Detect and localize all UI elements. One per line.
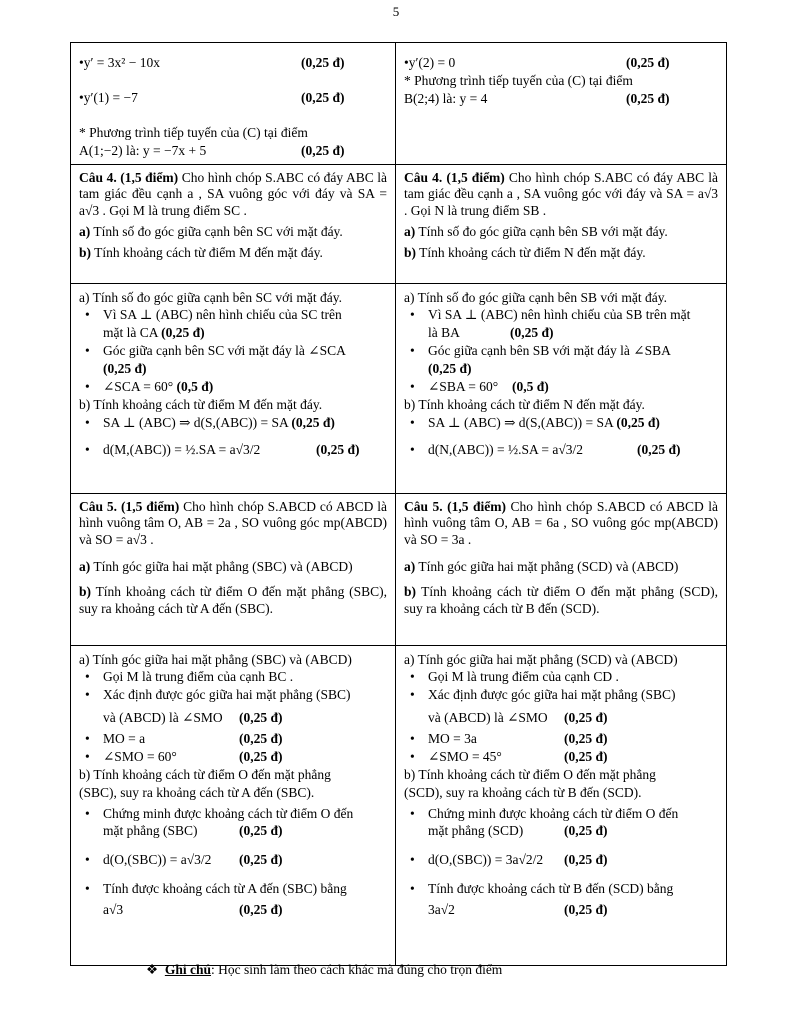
- question-part-a: a) Tính số đo góc giữa cạnh bên SB với mặt đáy.: [404, 224, 668, 240]
- solution-heading: a) Tính số đo góc giữa cạnh bên SC với mặt đáy.: [79, 289, 343, 305]
- solution-heading: a) Tính số đo góc giữa cạnh bên SB với mặt đáy.: [404, 289, 668, 305]
- solution-step: • Chứng minh được khoảng cách từ điểm O đến: [404, 806, 718, 823]
- question-part-a: a) Tính góc giữa hai mặt phẳng (SBC) và (ABCD): [79, 559, 353, 575]
- question-part-b: b) Tính khoảng cách từ điểm M đến mặt đáy.: [79, 245, 323, 260]
- points: (0,25 đ): [428, 361, 472, 376]
- question-stem: Câu 5. (1,5 điểm) Cho hình chóp S.ABCD có ABCD là hình vuông tâm O, AB = 6a , SO vuông góc mp(ABCD) và SO = 3a .: [404, 498, 718, 548]
- diamond-bullet-icon: ❖: [146, 962, 159, 977]
- solution-step: • Vì SA ⊥ (ABC) nên hình chiếu của SC trên: [79, 307, 387, 324]
- solution-step: là BA (0,25 đ): [428, 325, 554, 341]
- solution-step: • d(M,(ABC)) = ½.SA = a√3/2 (0,25 đ): [79, 442, 387, 459]
- solution-step: • Gọi M là trung điểm của cạnh CD .: [404, 669, 718, 686]
- solution-heading: (SCD), suy ra khoảng cách từ B đến (SCD).: [404, 784, 642, 800]
- solution-5-left: [71, 645, 396, 965]
- points: (0,25 đ): [103, 361, 147, 376]
- solution-step: • MO = 3a (0,25 đ): [404, 731, 718, 748]
- question-part-b: b) Tính khoảng cách từ điểm O đến mặt phẳng (SBC), suy ra khoảng cách từ A đến (SBC).: [79, 584, 387, 616]
- derivative-value-line: •y′(2) = 0 (0,25 đ): [404, 55, 670, 70]
- solution-5-right: [396, 645, 727, 965]
- solution-step: • d(O,(SBC)) = 3a√2/2 (0,25 đ): [404, 852, 718, 869]
- page-number: 5: [392, 4, 400, 19]
- question-4-left: [71, 164, 396, 283]
- solution-step: • ∠SMO = 45° (0,25 đ): [404, 749, 718, 766]
- solution-step: mặt phẳng (SBC) (0,25 đ): [103, 823, 283, 839]
- tangent-equation-line: A(1;−2) là: y = −7x + 5 (0,25 đ): [79, 142, 345, 158]
- question-part-b: b) Tính khoảng cách từ điểm O đến mặt phẳng (SCD), suy ra khoảng cách từ B đến (SCD).: [404, 584, 718, 616]
- answer-key-table: [70, 42, 727, 966]
- tangent-solution-right: [396, 43, 727, 165]
- solution-step: mặt là CA (0,25 đ): [103, 325, 205, 341]
- solution-4-right: [396, 283, 727, 493]
- solution-heading: a) Tính góc giữa hai mặt phẳng (SBC) và (ABCD): [79, 651, 352, 667]
- tangent-solution-left: [71, 43, 396, 165]
- footer-note: [146, 962, 502, 978]
- solution-step: mặt phẳng (SCD) (0,25 đ): [428, 823, 608, 839]
- table-row: [71, 645, 727, 965]
- solution-step: • Xác định được góc giữa hai mặt phẳng (SBC): [404, 687, 718, 704]
- tangent-equation-line: B(2;4) là: y = 4 (0,25 đ): [404, 90, 670, 106]
- question-stem: Câu 4. (1,5 điểm) Cho hình chóp S.ABC có đáy ABC là tam giác đều cạnh a , SA vuông góc với đáy và SA = a√3 . Gọi N là trung điểm SB .: [404, 169, 719, 219]
- note-text: : Học sinh làm theo cách khác mà đúng cho trọn điểm: [211, 962, 503, 977]
- question-part-b: b) Tính khoảng cách từ điểm N đến mặt đáy.: [404, 245, 646, 260]
- solution-heading: b) Tính khoảng cách từ điểm O đến mặt phẳng: [79, 766, 331, 782]
- solution-step: • MO = a (0,25 đ): [79, 731, 387, 748]
- table-row: [71, 43, 727, 165]
- solution-step: • ∠SMO = 60° (0,25 đ): [79, 749, 387, 766]
- question-stem: Câu 5. (1,5 điểm) Cho hình chóp S.ABCD có ABCD là hình vuông tâm O, AB = 2a , SO vuông góc mp(ABCD) và SO = a√3 .: [79, 498, 388, 548]
- question-part-a: a) Tính số đo góc giữa cạnh bên SC với mặt đáy.: [79, 224, 343, 240]
- solution-step: và (ABCD) là ∠SMO (0,25 đ): [428, 710, 608, 726]
- solution-step: • ∠SBA = 60° (0,5 đ): [404, 379, 718, 396]
- solution-step: • SA ⊥ (ABC) ⇒ d(S,(ABC)) = SA (0,25 đ): [79, 415, 387, 432]
- table-row: [71, 283, 727, 493]
- solution-step: • Góc giữa cạnh bên SC với mặt đáy là ∠SCA: [79, 343, 387, 360]
- question-5-right: [396, 493, 727, 645]
- solution-step: • SA ⊥ (ABC) ⇒ d(S,(ABC)) = SA (0,25 đ): [404, 415, 718, 432]
- solution-step: • Tính được khoảng cách từ B đến (SCD) bằng: [404, 881, 718, 898]
- solution-heading: a) Tính góc giữa hai mặt phẳng (SCD) và (ABCD): [404, 651, 678, 667]
- derivative-value-line: •y′(1) = −7 (0,25 đ): [79, 89, 345, 105]
- solution-4-left: [71, 283, 396, 493]
- note-label: Ghi chú: [164, 962, 212, 977]
- question-part-a: a) Tính góc giữa hai mặt phẳng (SCD) và (ABCD): [404, 559, 679, 575]
- solution-step: 3a√2 (0,25 đ): [428, 902, 608, 917]
- solution-heading: b) Tính khoảng cách từ điểm N đến mặt đáy.: [404, 396, 645, 412]
- solution-step: • Vì SA ⊥ (ABC) nên hình chiếu của SB trên mặt: [404, 307, 718, 324]
- solution-step: a√3 (0,25 đ): [103, 902, 283, 917]
- question-4-right: [396, 164, 727, 283]
- solution-heading: (SBC), suy ra khoảng cách từ A đến (SBC).: [79, 784, 315, 800]
- solution-step: • Gọi M là trung điểm của cạnh BC .: [79, 669, 387, 686]
- table-row: [71, 164, 727, 283]
- solution-step: • d(N,(ABC)) = ½.SA = a√3/2 (0,25 đ): [404, 442, 718, 459]
- solution-step: • Chứng minh được khoảng cách từ điểm O đến: [79, 806, 387, 823]
- solution-step: • ∠SCA = 60° (0,5 đ): [79, 379, 387, 396]
- solution-step: • Góc giữa cạnh bên SB với mặt đáy là ∠SBA: [404, 343, 718, 360]
- tangent-heading: * Phương trình tiếp tuyến của (C) tại điểm: [79, 124, 308, 140]
- solution-heading: b) Tính khoảng cách từ điểm M đến mặt đáy.: [79, 396, 323, 412]
- question-stem: Câu 4. (1,5 điểm) Cho hình chóp S.ABC có đáy ABC là tam giác đều cạnh a , SA vuông góc với đáy và SA = a√3 . Gọi M là trung điểm SC .: [79, 169, 388, 219]
- solution-heading: b) Tính khoảng cách từ điểm O đến mặt phẳng: [404, 766, 656, 782]
- derivative-line: •y′ = 3x² − 10x (0,25 đ): [79, 55, 345, 70]
- tangent-heading: * Phương trình tiếp tuyến của (C) tại điểm: [404, 72, 633, 88]
- solution-step: • Tính được khoảng cách từ A đến (SBC) bằng: [79, 881, 387, 898]
- solution-step: • d(O,(SBC)) = a√3/2 (0,25 đ): [79, 852, 387, 869]
- table-row: [71, 493, 727, 645]
- solution-step: • Xác định được góc giữa hai mặt phẳng (SBC): [79, 687, 387, 704]
- question-5-left: [71, 493, 396, 645]
- solution-step: và (ABCD) là ∠SMO (0,25 đ): [103, 710, 283, 726]
